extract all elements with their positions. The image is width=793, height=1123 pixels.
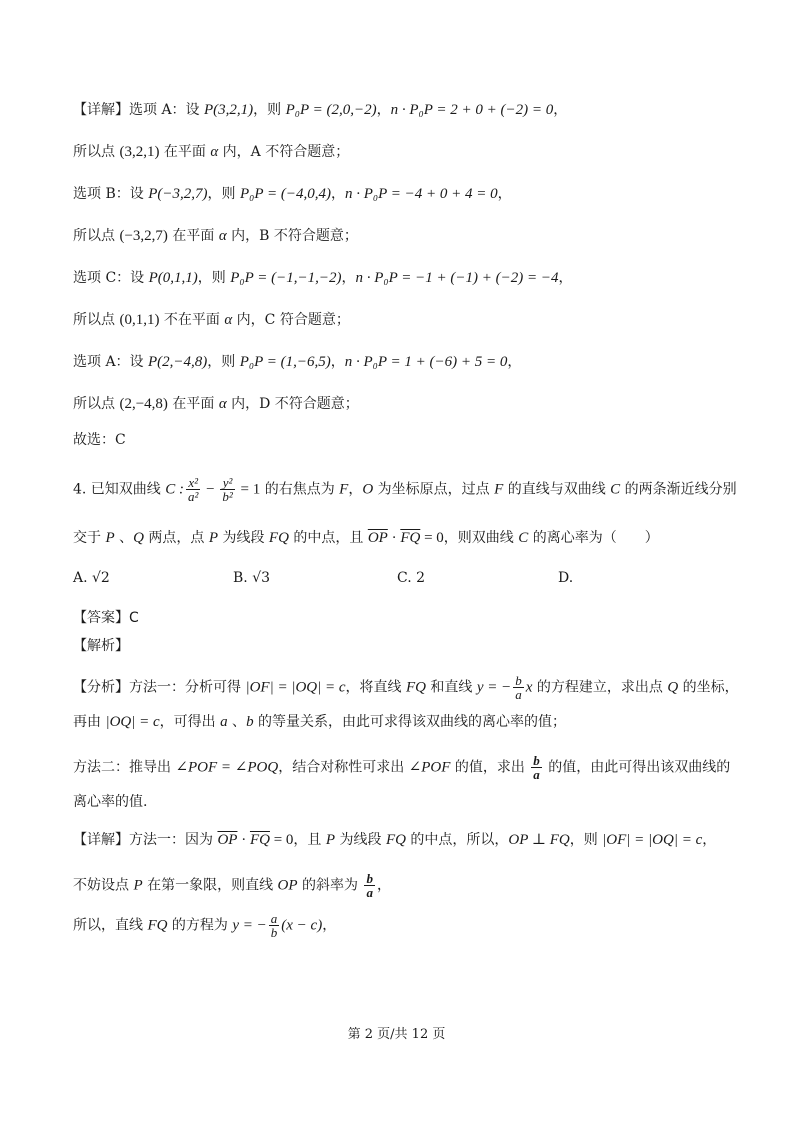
- page-footer: 第 2 页/共 12 页: [347, 1027, 446, 1042]
- text: 在平面: [167, 228, 219, 244]
- math: $\overline{OP}$: [217, 832, 238, 848]
- text: ，: [341, 270, 356, 286]
- math: (−3,2,7): [119, 228, 168, 244]
- option-b: B. √3: [233, 570, 271, 586]
- math: x: [525, 679, 533, 696]
- text: ，则: [569, 832, 603, 848]
- text: 和直线: [425, 679, 477, 696]
- text: 的方程建立，求出点: [532, 679, 668, 696]
- text: 【分析】方法一：分析可得: [73, 679, 246, 696]
- math: C: [518, 530, 529, 546]
- math: = 1: [236, 481, 261, 498]
- math: ∠POF = ∠POQ: [175, 759, 279, 776]
- denominator: a: [533, 767, 540, 782]
- choice-line: [73, 430, 126, 450]
- text: 所以，直线: [73, 917, 148, 934]
- text: 再由: [73, 714, 106, 730]
- text: ，则: [253, 102, 286, 118]
- math: = 0: [269, 832, 294, 848]
- text: 的右焦点为: [260, 481, 340, 498]
- text: 所以点: [73, 312, 120, 328]
- conclusion-a-line: [73, 142, 349, 162]
- text: ，: [507, 354, 522, 370]
- detail-line-3: [73, 912, 336, 939]
- text: ，: [348, 481, 363, 498]
- text: ，: [322, 917, 337, 934]
- text: 4. 已知双曲线: [73, 481, 166, 498]
- math: n · P₀P = 2 + 0 + (−2) = 0: [390, 102, 554, 118]
- math: n · P₀P = −1 + (−1) + (−2) = −4: [355, 270, 559, 286]
- math: |OQ| = c: [105, 714, 160, 730]
- option-d: D.: [558, 570, 574, 586]
- text: 方法二：推导出: [73, 759, 176, 776]
- text: 所以点: [73, 396, 120, 412]
- math: P₀P = (2,0,−2): [285, 102, 377, 118]
- denominator: a: [366, 885, 373, 900]
- detail-option-a-line: [73, 100, 567, 120]
- denominator: b²: [222, 489, 233, 504]
- text: 离心率的值.: [73, 794, 148, 810]
- math: a: [220, 714, 228, 730]
- math: Q: [133, 530, 144, 546]
- question-line-1: [73, 476, 737, 503]
- math: FQ: [405, 679, 426, 696]
- math: α: [218, 396, 227, 412]
- math: OP ⊥ FQ: [508, 832, 570, 848]
- analysis-line-3: [73, 754, 730, 781]
- text: 【详解】选项 A：设: [73, 102, 205, 118]
- option-c-line: [73, 268, 572, 288]
- math: P(2,−4,8): [148, 354, 208, 370]
- text: 在平面: [159, 144, 211, 160]
- text: 、: [227, 714, 247, 730]
- option-b-line: [73, 184, 512, 204]
- math: = 0: [420, 530, 444, 546]
- text: 交于: [73, 530, 106, 546]
- math: b: [246, 714, 254, 730]
- text: ，: [330, 186, 345, 202]
- math: $\overline{FQ}$: [249, 832, 270, 848]
- text: ，可得出: [159, 714, 221, 730]
- numerator: b: [515, 673, 522, 688]
- text: 两点，点: [143, 530, 209, 546]
- math: ∠POF: [408, 759, 451, 776]
- text: 在平面: [167, 396, 219, 412]
- math: n · P₀P = 1 + (−6) + 5 = 0: [344, 354, 508, 370]
- text: 为坐标原点，过点: [373, 481, 495, 498]
- numerator: y²: [220, 476, 234, 490]
- option-c: C. 2: [397, 570, 426, 586]
- math: ·: [237, 832, 250, 848]
- text: ，则: [197, 270, 231, 286]
- fraction: [531, 754, 542, 781]
- text: ，: [553, 102, 568, 118]
- text: 在第一象限，则直线: [142, 877, 278, 894]
- analysis-label: 【解析】: [73, 638, 129, 654]
- text: 内，A 不符合题意；: [218, 144, 350, 160]
- math: P(3,2,1): [204, 102, 254, 118]
- math: (x − c): [281, 917, 323, 934]
- option-a: A. √2: [73, 570, 110, 586]
- answer-label: 【答案】C: [73, 610, 139, 626]
- fraction: [364, 872, 375, 899]
- text: ，且: [293, 832, 326, 848]
- text: 为线段: [218, 530, 269, 546]
- text: ，: [558, 270, 573, 286]
- numerator: b: [533, 753, 540, 768]
- fraction: [220, 476, 234, 503]
- math: P(−3,2,7): [148, 186, 208, 202]
- numerator: b: [366, 871, 373, 886]
- text: ，则: [207, 354, 240, 370]
- analysis-line-1: [73, 674, 739, 701]
- math: P: [133, 877, 143, 894]
- math: ·: [387, 530, 401, 546]
- math: P: [325, 832, 336, 848]
- text: 的斜率为: [297, 877, 363, 894]
- math: FQ: [147, 917, 168, 934]
- text: 的离心率为（ ）: [528, 530, 659, 546]
- numerator: x²: [186, 476, 200, 490]
- text: 的值，求出: [450, 759, 530, 776]
- math: FQ: [268, 530, 289, 546]
- math: α: [218, 228, 227, 244]
- text: 、: [114, 530, 134, 546]
- math: F: [494, 481, 504, 498]
- text: 选项 C：设: [73, 270, 149, 286]
- detail-line-2: [73, 872, 391, 899]
- math: C :: [165, 481, 185, 498]
- math: |OF| = |OQ| = c: [602, 832, 703, 848]
- fraction: [269, 912, 280, 939]
- math: (0,1,1): [119, 312, 160, 328]
- text: 的直线与双曲线: [503, 481, 611, 498]
- math: −: [202, 481, 219, 498]
- conclusion-c-line: [73, 310, 350, 330]
- text: 的坐标，: [678, 679, 739, 696]
- math: |OF| = |OQ| = c: [245, 679, 346, 696]
- math: F: [339, 481, 349, 498]
- text: 的方程为: [167, 917, 233, 934]
- math: OP: [277, 877, 298, 894]
- option-d-line: [73, 352, 521, 372]
- conclusion-d-line: [73, 394, 359, 414]
- text: ，: [376, 102, 391, 118]
- text: 不妨设点: [73, 877, 134, 894]
- math: $\overline{FQ}$: [400, 530, 421, 546]
- text: ，将直线: [345, 679, 406, 696]
- text: 内，C 符合题意；: [232, 312, 350, 328]
- text: 的值，由此可得出该双曲线的: [543, 759, 731, 776]
- text: ，: [376, 877, 391, 894]
- question-line-2: [73, 528, 659, 548]
- text: ，: [330, 354, 345, 370]
- text: ，结合对称性可求出: [278, 759, 409, 776]
- math: C: [610, 481, 621, 498]
- denominator: b: [270, 925, 278, 940]
- math: P₀P = (1,−6,5): [239, 354, 331, 370]
- analysis-line-4: [73, 792, 147, 812]
- math: Q: [667, 679, 679, 696]
- math: (3,2,1): [119, 144, 160, 160]
- math: P₀P = (−4,0,4): [239, 186, 331, 202]
- detail-line-1: [73, 830, 716, 850]
- math: α: [224, 312, 233, 328]
- math: P: [208, 530, 218, 546]
- text: ，则: [207, 186, 240, 202]
- text: ，: [497, 186, 512, 202]
- math: y = −: [232, 917, 267, 934]
- text: 选项 A：设: [73, 354, 149, 370]
- math: P₀P = (−1,−1,−2): [230, 270, 342, 286]
- text: 的中点，且: [288, 530, 368, 546]
- fraction: [186, 476, 200, 503]
- text: 不在平面: [159, 312, 225, 328]
- text: 所以点: [73, 228, 120, 244]
- text: 内，B 不符合题意；: [226, 228, 358, 244]
- text: 选项 B：设: [73, 186, 149, 202]
- numerator: a: [270, 911, 278, 926]
- math: n · P₀P = −4 + 0 + 4 = 0: [344, 186, 498, 202]
- fraction: [513, 674, 524, 701]
- text: 的两条渐近线分别: [620, 481, 737, 498]
- math: O: [362, 481, 374, 498]
- text: ，则双曲线: [443, 530, 519, 546]
- denominator: a²: [188, 489, 199, 504]
- text: 所以点: [73, 144, 120, 160]
- text: 为线段: [335, 832, 386, 848]
- math: FQ: [385, 832, 406, 848]
- analysis-line-2: [73, 712, 566, 732]
- math: $\overline{OP}$: [367, 530, 388, 546]
- text: 的等量关系，由此可求得该双曲线的离心率的值；: [253, 714, 567, 730]
- math: (2,−4,8): [119, 396, 168, 412]
- text: ，: [702, 832, 717, 848]
- text: 内，D 不符合题意；: [226, 396, 359, 412]
- conclusion-b-line: [73, 226, 358, 246]
- math: P: [105, 530, 115, 546]
- math: α: [210, 144, 219, 160]
- denominator: a: [515, 687, 522, 702]
- text: 的中点，所以，: [405, 832, 509, 848]
- math: y = −: [476, 679, 512, 696]
- math: P(0,1,1): [148, 270, 198, 286]
- text: 【详解】方法一：因为: [73, 832, 218, 848]
- text: 故选：C: [73, 432, 126, 448]
